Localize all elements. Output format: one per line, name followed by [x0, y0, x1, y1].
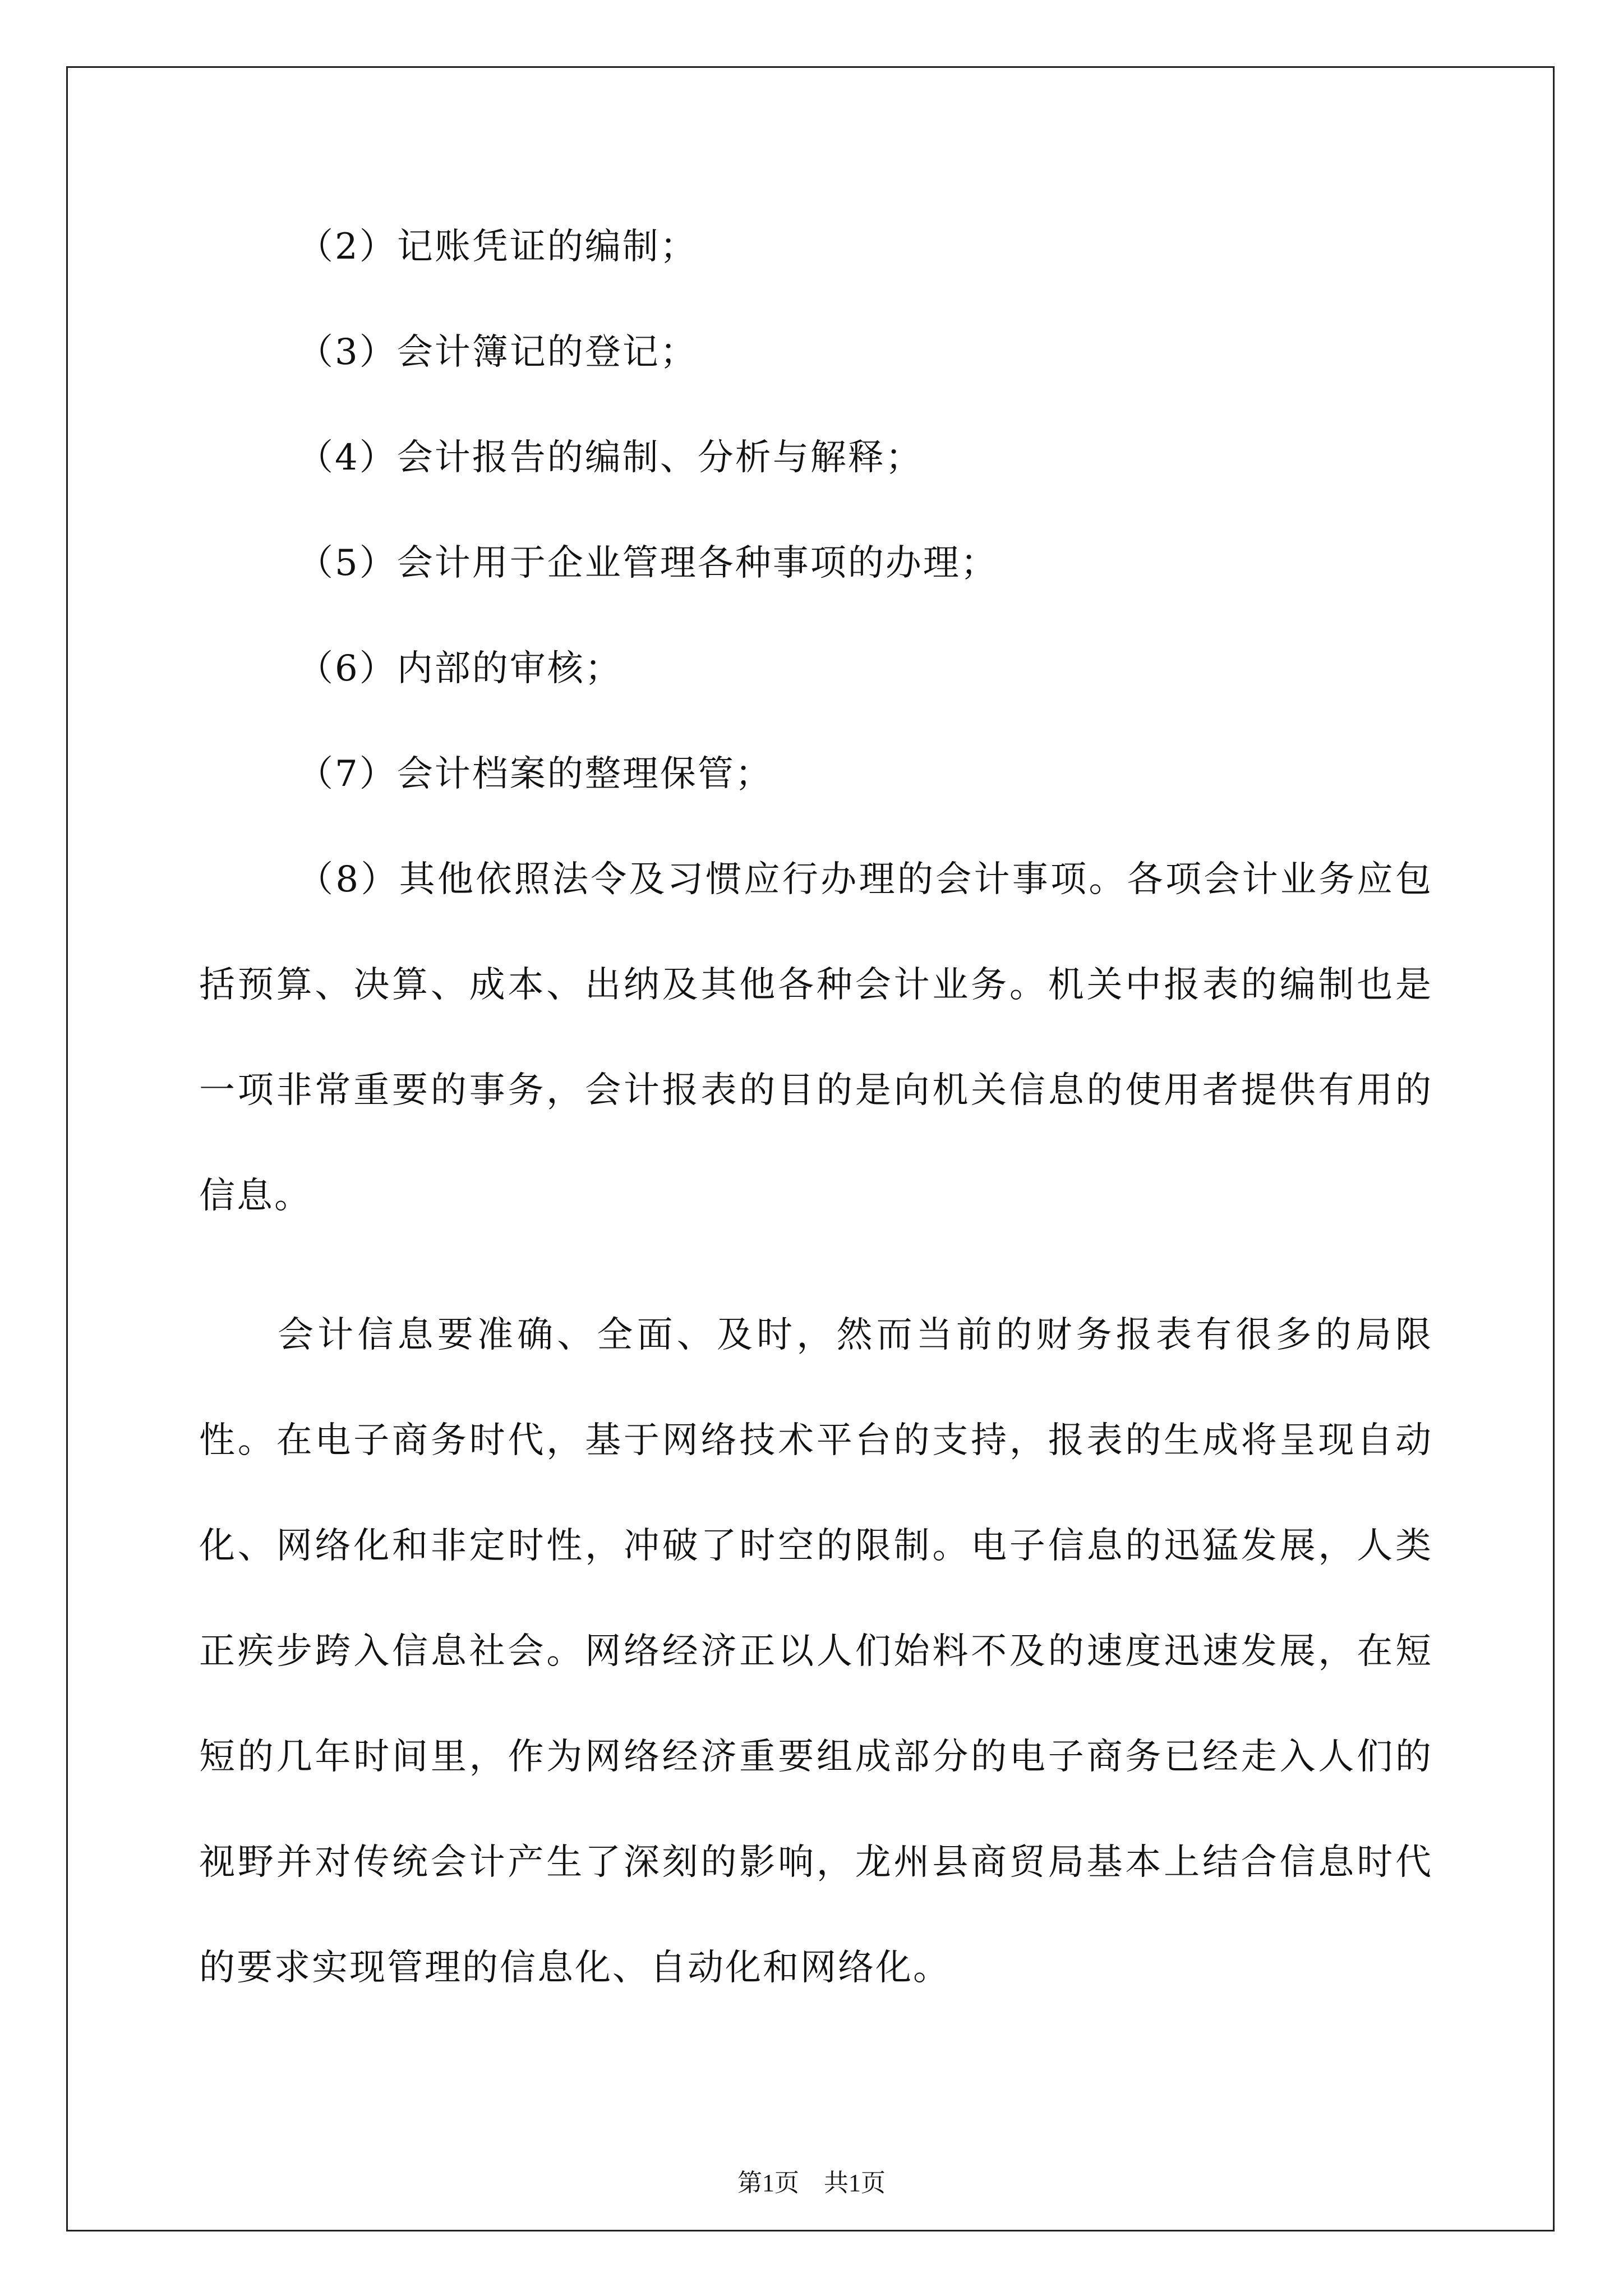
list-item: （7）会计档案的整理保管；	[297, 753, 773, 795]
document-body	[199, 216, 1433, 2021]
list-item: （5）会计用于企业管理各种事项的办理；	[297, 542, 998, 584]
list-item: （2）记账凭证的编制；	[297, 226, 698, 268]
list-item: （3）会计簿记的登记；	[297, 332, 698, 373]
list-item: （6）内部的审核；	[297, 648, 623, 689]
paragraph-item-8: （8）其他依照法令及习惯应行办理的会计事项。各项会计业务应包括预算、决算、成本、出纳及其他各种会计业务。机关中报表的编制也是一项非常重要的事务，会计报表的目的是向机关信息的使用者提供有用的信息。	[199, 859, 1433, 1217]
page-footer: 第1页 共1页	[737, 2169, 886, 2197]
paragraph-main: 会计信息要准确、全面、及时，然而当前的财务报表有很多的局限性。在电子商务时代，基于网络技术平台的支持，报表的生成将呈现自动化、网络化和非定时性，冲破了时空的限制。电子信息的迅猛发展，人类正疾步跨入信息社会。网络经济正以人们始料不及的速度迅速发展，在短短的几年时间里，作为网络经济重要组成部分的电子商务已经走入人们的视野并对传统会计产生了深刻的影响，龙州县商贸局基本上结合信息时代的要求实现管理的信息化、自动化和网络化。	[199, 1314, 1433, 1989]
list-item: （4）会计报告的编制、分析与解释；	[297, 437, 923, 478]
